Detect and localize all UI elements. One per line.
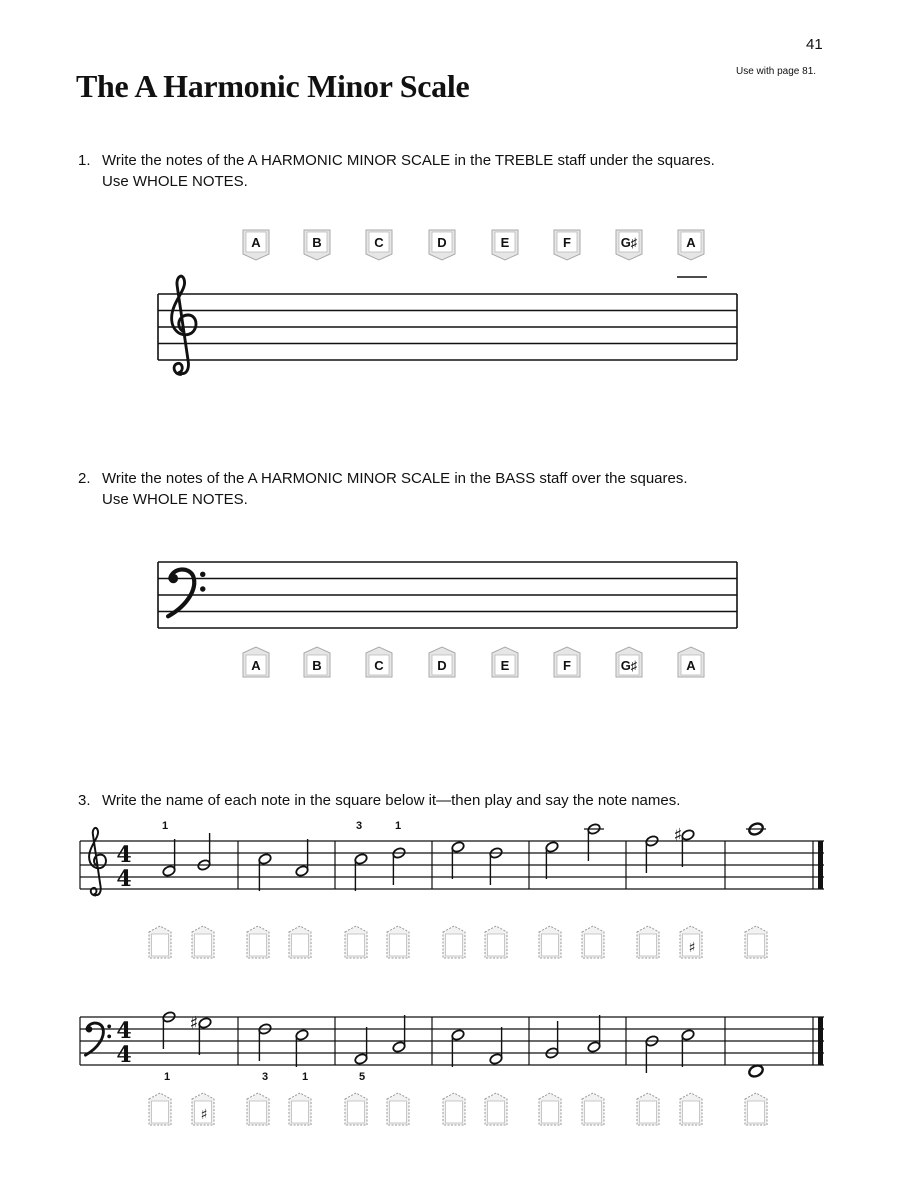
bass-scale-label [678,647,704,677]
sharp-accidental: ♯ [673,825,683,846]
final-barline-thick [818,1017,823,1065]
answer-box [748,1101,765,1123]
answer-box [292,934,309,956]
scale-note-label: G♯ [620,235,638,250]
bass-scale-label [492,647,518,677]
instruction-number: 1. [78,152,91,169]
fingering-number: 3 [355,820,363,832]
treble-scale-label [554,230,580,260]
treble-scale-label [492,230,518,260]
answer-box [390,934,407,956]
fingering-number: 1 [301,1071,309,1083]
scale-note-label: A [686,235,696,250]
note-head [748,1064,765,1079]
page-reference-note: Use with page 81. [736,66,817,77]
page-title: The A Harmonic Minor Scale [76,68,470,104]
fingering-number: 1 [161,820,169,832]
fingering-number: 5 [358,1071,366,1083]
bass-note [392,1015,406,1053]
answer-box [446,934,463,956]
bass-answer-box [345,1093,367,1125]
answer-box [250,934,267,956]
treble-note [354,853,368,891]
treble-answer-box [289,926,311,958]
bass-note [198,1017,212,1055]
sharp-accidental: ♯ [189,1013,199,1034]
answer-box [683,1101,700,1123]
time-signature-bottom: 4 [116,866,132,892]
bass-clef-dot [107,1024,111,1028]
treble-clef-shape [89,828,106,896]
time-signature-bottom: 4 [116,1042,132,1068]
final-barline-thick [818,841,823,889]
answer-box [152,934,169,956]
bass-answer-box [637,1093,659,1125]
treble-note [545,841,559,879]
answer-box [195,934,212,956]
bass-answer-box [387,1093,409,1125]
treble-clef-icon [89,828,106,896]
treble-scale-label [366,230,392,260]
bass-note [354,1027,368,1065]
instruction-text: Write the notes of the A HARMONIC MINOR SCALE in the TREBLE staff under the squares. [102,152,715,169]
treble-answer-box [247,926,269,958]
bass-clef-dot [200,572,205,577]
instruction-text-line2: Use WHOLE NOTES. [102,491,248,508]
answer-box [390,1101,407,1123]
answer-box [542,1101,559,1123]
answer-box [542,934,559,956]
treble-scale-label [429,230,455,260]
scale-note-label: B [312,658,322,673]
instruction-text-line2: Use WHOLE NOTES. [102,173,248,190]
bass-answer-box [582,1093,604,1125]
scale-note-label: E [500,235,510,250]
answer-box [292,1101,309,1123]
treble-scale-label [243,230,269,260]
scale-note-label: A [251,235,261,250]
bass-scale-label [429,647,455,677]
treble-answer-box [345,926,367,958]
bass-clef-icon [85,1023,111,1055]
bass-scale-label [304,647,330,677]
bass-answer-box [485,1093,507,1125]
answer-box [488,934,505,956]
bass-scale-label [616,647,642,677]
treble-answer-box [637,926,659,958]
scale-note-label: C [374,235,384,250]
treble-answer-box [443,926,465,958]
time-signature-top: 4 [116,1018,132,1044]
instruction-text: Write the notes of the A HARMONIC MINOR SCALE in the BASS staff over the squares. [102,470,688,487]
treble-scale-label [616,230,642,260]
answer-box [585,934,602,956]
bass-answer-box [149,1093,171,1125]
answer-box [348,1101,365,1123]
treble-note [681,829,695,867]
fingering-number: 1 [163,1071,171,1083]
treble-note [258,853,272,891]
answer-box [640,1101,657,1123]
bass-answer-box [680,1093,702,1125]
treble-note [162,839,176,877]
bass-scale-label [366,647,392,677]
treble-answer-box [149,926,171,958]
treble-staff-ex1 [158,294,737,360]
answer-box [250,1101,267,1123]
answer-box [446,1101,463,1123]
answer-box [748,934,765,956]
scale-note-label: A [686,658,696,673]
treble-answer-box [582,926,604,958]
bass-note [587,1015,601,1053]
bass-answer-box [443,1093,465,1125]
time-signature-top: 4 [116,842,132,868]
treble-answer-box [485,926,507,958]
bass-clef-icon [168,569,205,616]
bass-clef-dot [107,1035,111,1039]
answer-box [488,1101,505,1123]
bass-answer-box [192,1093,214,1125]
instruction-text: Write the name of each note in the square below it—then play and say the note names. [102,792,681,809]
treble-answer-box [745,926,767,958]
bass-note [295,1029,309,1067]
bass-answer-box [247,1093,269,1125]
fingering-number: 1 [394,820,402,832]
scale-note-label: F [563,658,571,673]
bass-note [489,1027,503,1065]
bass-answer-box [539,1093,561,1125]
treble-answer-box [539,926,561,958]
bass-staff-ex2 [158,562,737,628]
scale-note-label: E [500,658,510,673]
treble-note [451,841,465,879]
answer-box [585,1101,602,1123]
scale-note-label: B [312,235,322,250]
answer-box [152,1101,169,1123]
scale-note-label: D [437,658,447,673]
treble-scale-label [304,230,330,260]
treble-answer-box [387,926,409,958]
answer-box [348,934,365,956]
treble-note [295,839,309,877]
bass-answer-box [745,1093,767,1125]
sharp-symbol: ♯ [688,940,696,956]
treble-answer-box [192,926,214,958]
treble-scale-label [678,230,704,260]
fingering-number: 3 [261,1071,269,1083]
bass-scale-label [554,647,580,677]
treble-answer-box [680,926,702,958]
scale-note-label: F [563,235,571,250]
page-number: 41 [806,36,823,53]
scale-note-label: A [251,658,261,673]
bass-clef-head [86,1026,92,1032]
bass-scale-label [243,647,269,677]
answer-box [640,934,657,956]
instruction-number: 3. [78,792,91,809]
sharp-symbol: ♯ [200,1107,208,1123]
bass-note [681,1029,695,1067]
bass-answer-box [289,1093,311,1125]
scale-note-label: D [437,235,447,250]
bass-clef-dot [200,586,205,591]
bass-note [451,1029,465,1067]
bass-note [748,1064,765,1079]
scale-note-label: C [374,658,384,673]
scale-note-label: G♯ [620,658,638,673]
bass-clef-head [169,574,178,583]
instruction-number: 2. [78,470,91,487]
